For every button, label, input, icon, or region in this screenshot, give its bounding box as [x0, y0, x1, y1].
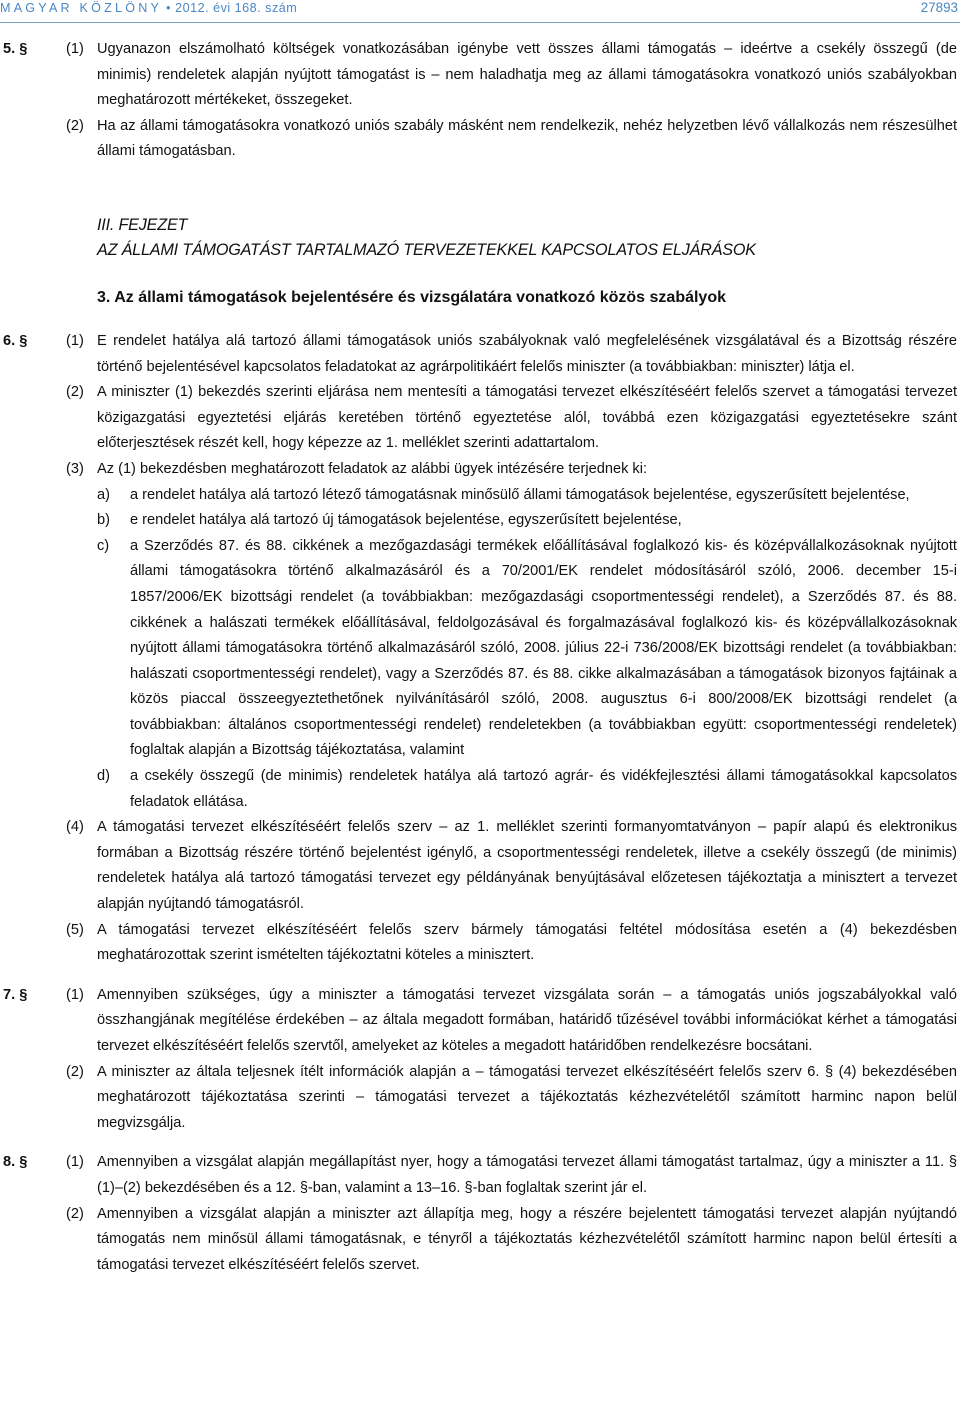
list-item-text: e rendelet hatálya alá tartozó új támogatások bejelentése, egyszerűsített bejelentése,	[130, 512, 682, 529]
page-header	[0, 0, 960, 23]
paragraph	[0, 1060, 960, 1137]
list-item-label: c)	[97, 537, 110, 554]
paragraph-text: Amennyiben a vizsgálat alapján a miniszter azt állapítja meg, hogy a részére bejelentett támogatási tervezet alapján nyújtandó támogatás nem minősül állami támogatásnak, e tényről a tájékoztatás kézhezvételétől számított harminc napon belül értesíti a támogatási tervezet elkészítéséért felelős szervet.	[97, 1205, 957, 1273]
page-number: 27893	[920, 0, 958, 15]
paragraph	[0, 457, 960, 483]
list-item-label: a)	[97, 486, 110, 503]
section-7	[0, 983, 960, 1137]
publication-line	[0, 0, 297, 18]
chapter-heading	[0, 213, 960, 263]
paragraph-text: Ugyanazon elszámolható költségek vonatkozásában igénybe vett összes állami támogatás – ideértve a csekély összegű (de minimis) rendeletek alapján nyújtott támogatást is – nem haladhatja meg az állami támogatásokra vonatkozó uniós szabályokban meghatározott mértékeket, összegeket.	[97, 41, 957, 109]
paragraph	[0, 918, 960, 969]
paragraph-text: A támogatási tervezet elkészítéséért felelős szerv bármely támogatási feltétel módosítása esetén a (4) bekezdésben meghatározottak szerint ismételten tájékoztatni köteles a minisztert.	[97, 921, 957, 964]
list-item	[0, 508, 960, 534]
section-5	[0, 37, 960, 165]
paragraph-text: Az (1) bekezdésben meghatározott feladatok az alábbi ügyek intézésére terjednek ki:	[97, 460, 648, 477]
paragraph-text: Ha az állami támogatásokra vonatkozó uniós szabály másként nem rendelkezik, nehéz helyzetben lévő vállalkozás nem részesülhet állami támogatásban.	[97, 117, 957, 160]
paragraph-number: (2)	[66, 384, 84, 401]
paragraph-number: (5)	[66, 921, 84, 938]
paragraph-number: (2)	[66, 117, 84, 134]
publication-title: MAGYAR KÖZLÖNY	[0, 1, 163, 15]
paragraph-text: E rendelet hatálya alá tartozó állami támogatások uniós szabályoknak való megfelelésének vizsgálatával és a Bizottság részére történő bejelentésével kapcsolatos feladatokat az agrárpolitikáért felelős miniszter (a továbbiakban: miniszter) látja el.	[97, 332, 957, 375]
list-item-text: a rendelet hatálya alá tartozó létező támogatásnak minősülő állami támogatások bejelentése, egyszerűsített bejelentése,	[130, 486, 910, 503]
list-item	[0, 534, 960, 764]
section-number: 7. §	[3, 986, 28, 1003]
paragraph	[0, 37, 960, 114]
list-item-label: b)	[97, 512, 110, 529]
paragraph	[0, 329, 960, 380]
paragraph-number: (4)	[66, 819, 84, 836]
list-item-text: a Szerződés 87. és 88. cikkének a mezőgazdasági termékek előállításával foglalkozó kis- és középvállalkozásoknak nyújtott állami támogatásokra történő alkalmazásáról és a 70/2001/EK rendelet módosításáról szóló, 2006. december 15-i 1857/2006/EK bizottsági rendelet (a továbbiakban: mezőgazdasági csoportmentességi rendelet), a Szerződés 87. és 88. cikkének a halászati termékek előállításával, feldolgozásával és forgalmazásával foglalkozó kis- és középvállalkozásoknak nyújtott állami támogatásokra történő alkalmazásáról szóló, 2008. július 22-i 736/2008/EK bizottsági rendelet (a továbbiakban: halászati csoportmentességi rendelet), vagy a Szerződés 87. és 88. cikke alkalmazásában a támogatások bizonyos fajtáinak a közös piaccal összeegyeztethetőnek nyilvánításáról szóló, 2008. augusztus 6-i 800/2008/EK bizottsági rendelet (a továbbiakban: általános csoportmentességi rendelet) rendeletekben (a továbbiakban együtt: csoportmentességi rendeletek) foglaltak alapján a Bizottság tájékoztatása, valamint	[130, 537, 957, 759]
paragraph-number: (1)	[66, 41, 84, 57]
paragraph	[0, 380, 960, 457]
section-number: 8. §	[3, 1154, 28, 1171]
section-number: 6. §	[3, 332, 28, 349]
paragraph	[0, 1202, 960, 1279]
issue-label: 2012. évi 168. szám	[175, 1, 298, 15]
paragraph	[0, 815, 960, 917]
list-item-text: a csekély összegű (de minimis) rendeletek hatálya alá tartozó agrár- és vidékfejlesztési állami támogatásokkal kapcsolatos feladatok ellátása.	[130, 768, 957, 810]
chapter-number: III. FEJEZET	[97, 215, 188, 234]
paragraph-text: A miniszter az általa teljesnek ítélt információk alapján a – támogatási tervezet elkészítéséért felelős szerv 6. § (4) bekezdésében meghatározott tájékoztatása szerinti – támogatási tervezet a tájékoztatás kézhezvételétől számított harminc napon belül megvizsgálja.	[97, 1063, 957, 1131]
chapter-title: AZ ÁLLAMI TÁMOGATÁST TARTALMAZÓ TERVEZETEKKEL KAPCSOLATOS ELJÁRÁSOK	[97, 240, 756, 259]
list-item	[0, 483, 960, 509]
section-8	[0, 1150, 960, 1278]
paragraph-number: (1)	[66, 332, 84, 349]
paragraph-number: (1)	[66, 986, 84, 1003]
list-item	[0, 764, 960, 815]
paragraph-text: Amennyiben a vizsgálat alapján megállapítást nyer, hogy a támogatási tervezet állami támogatást tartalmaz, úgy a miniszter a 11. § (1)–(2) bekezdésében és a 12. §-ban, valamint a 13–16. §-ban foglaltak szerint jár el.	[97, 1154, 957, 1196]
document-body	[0, 37, 960, 1278]
paragraph	[0, 1150, 960, 1201]
paragraph-text: A miniszter (1) bekezdés szerinti eljárása nem mentesíti a támogatási tervezet elkészítéséért felelős szervet a támogatási tervezet közigazgatási egyeztetési eljárás keretében történő egyeztetése alól, továbbá ezen közigazgatási egyeztetésekre szánt előterjesztések részét kell, hogy képezze az 1. melléklet szerinti adattartalom.	[97, 384, 957, 452]
header-bullet: •	[166, 1, 172, 15]
paragraph-number: (1)	[66, 1154, 84, 1171]
paragraph	[0, 114, 960, 165]
paragraph	[0, 983, 960, 1060]
list-item-label: d)	[97, 768, 110, 785]
section-number: 5. §	[3, 41, 28, 57]
paragraph-number: (3)	[66, 460, 84, 477]
section-6	[0, 329, 960, 969]
paragraph-number: (2)	[66, 1205, 84, 1222]
paragraph-text: A támogatási tervezet elkészítéséért felelős szerv – az 1. melléklet szerinti formanyomtatványon – papír alapú és elektronikus formában a Bizottság részére történő bejelentést igénylő, a csoportmentességi rendeletek, illetve a csekély összegű (de minimis) rendeletek hatálya alá tartozó támogatási tervezet egy példányának benyújtásával előzetesen tájékoztatja a minisztert a tervezet alapján nyújtandó támogatásról.	[97, 819, 957, 913]
subtitle-heading: 3. Az állami támogatások bejelentésére és vizsgálatára vonatkozó közös szabályok	[97, 288, 726, 306]
paragraph-text: Amennyiben szükséges, úgy a miniszter a támogatási tervezet vizsgálata során – a támogatás uniós jogszabályokkal való összhangjának megítélése érdekében – az általa megadott formában, határidő tűzésével további információkat kérhet a támogatási tervezet elkészítéséért felelős szervtől, amelyeket az köteles a megadott határidőben rendelkezésre bocsátani.	[97, 986, 957, 1054]
paragraph-number: (2)	[66, 1063, 84, 1080]
